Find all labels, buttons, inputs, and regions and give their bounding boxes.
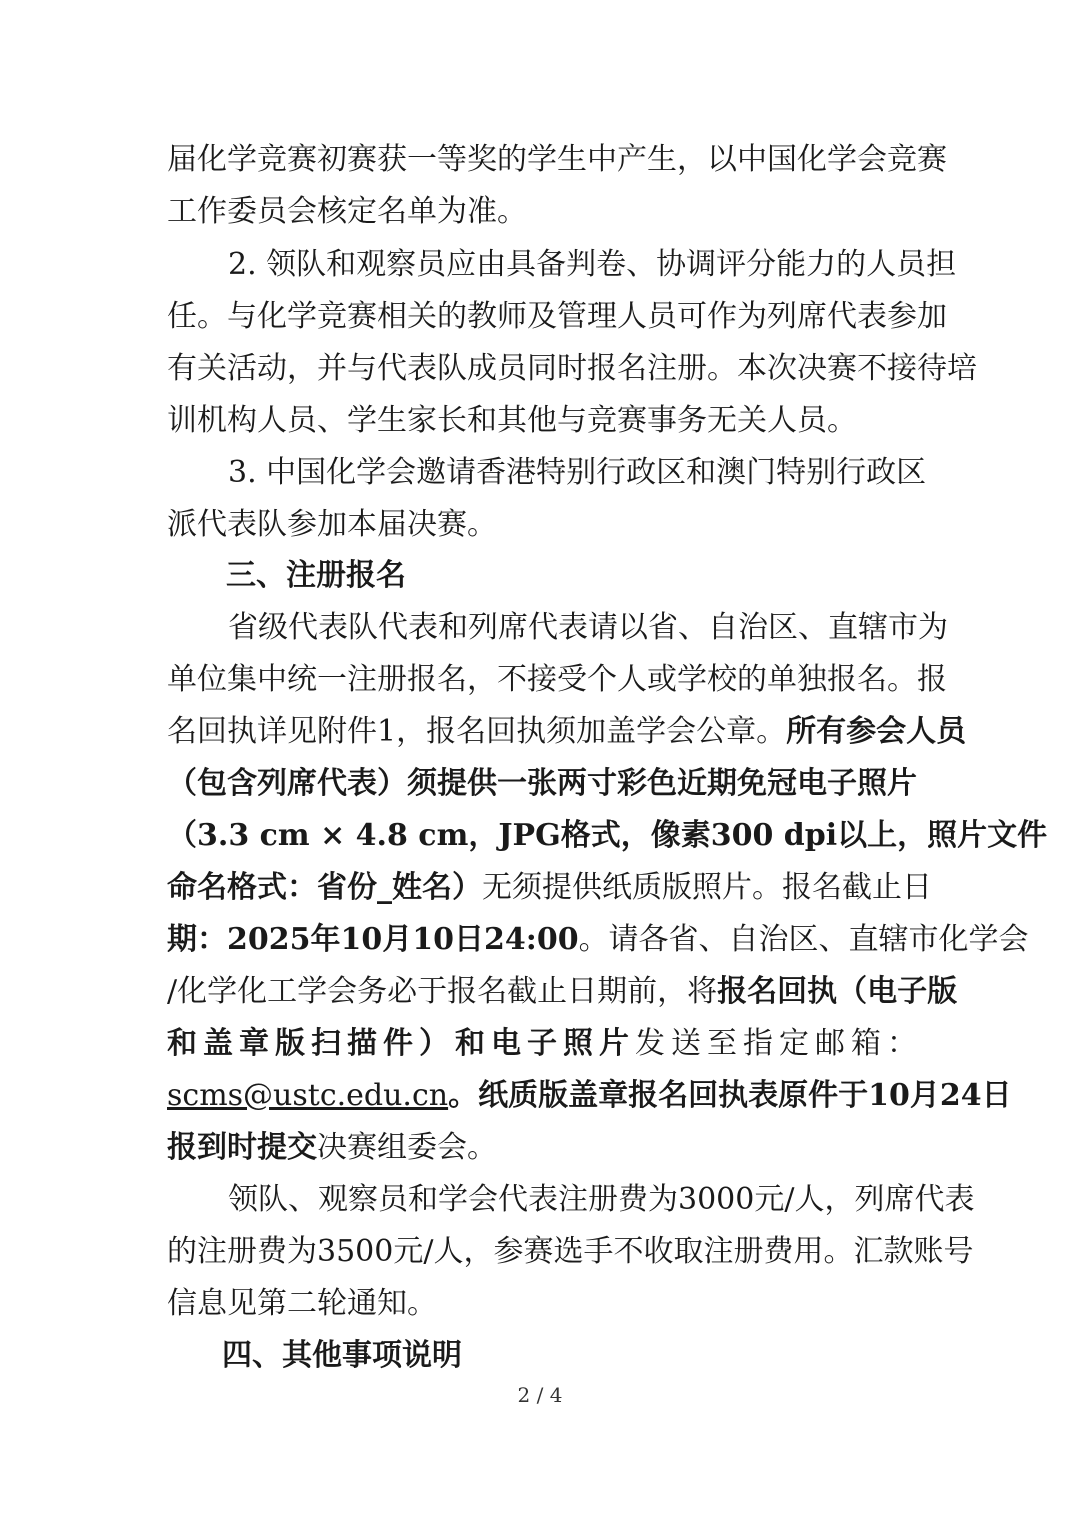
paragraph-line: 信息见第二轮通知。 (167, 1286, 437, 1321)
email-link[interactable]: scms@ustc.edu.cn (167, 1078, 449, 1113)
paragraph-line: 的注册费为3500元/人，参赛选手不收取注册费用。汇款账号 (167, 1234, 974, 1269)
paragraph-line (167, 869, 932, 907)
text-run: 发送至指定邮箱： (635, 1026, 923, 1061)
bold-text-run: 报到时提交 (167, 1130, 317, 1165)
bold-text-run: 报名回执（电子版 (717, 974, 958, 1009)
paragraph-line: 届化学竞赛初赛获一等奖的学生中产生，以中国化学会竞赛 (167, 142, 947, 177)
paragraph-line (167, 1129, 913, 1167)
paragraph-line (167, 1077, 1012, 1115)
paragraph-line (167, 1025, 923, 1063)
text-run: /化学化工学会务必于报名截止日期前，将 (167, 974, 718, 1009)
page-number: 2 / 4 (517, 1383, 563, 1407)
bold-text-run: 所有参会人员 (786, 714, 967, 749)
paragraph-line: 单位集中统一注册报名，不接受个人或学校的单独报名。报 (167, 662, 947, 697)
paragraph-line: 3. 中国化学会邀请香港特别行政区和澳门特别行政区 (228, 455, 927, 490)
paragraph-line: 训机构人员、学生家长和其他与竞赛事务无关人员。 (167, 403, 857, 438)
paragraph-line: 任。与化学竞赛相关的教师及管理人员可作为列席代表参加 (167, 299, 947, 334)
paragraph-line: 工作委员会核定名单为准。 (167, 194, 527, 229)
paragraph-line: 有关活动，并与代表队成员同时报名注册。本次决赛不接待培 (167, 351, 977, 386)
paragraph-line (167, 921, 1029, 959)
paragraph-line: （3.3 cm × 4.8 cm，JPG格式，像素300 dpi以上，照片文件 (167, 818, 1048, 853)
bold-text-run: 期：2025年10月10日24:00 (167, 922, 579, 957)
paragraph-line: 领队、观察员和学会代表注册费为3000元/人，列席代表 (228, 1182, 975, 1217)
text-run: 无须提供纸质版照片。报名截止日 (482, 870, 932, 905)
bold-text-run: 命名格式：省份_姓名） (167, 870, 482, 905)
text-run: 。请各省、自治区、直辖市化学会 (578, 922, 1029, 957)
paragraph-line: 省级代表队代表和列席代表请以省、自治区、直辖市为 (228, 610, 948, 645)
section-heading: 四、其他事项说明 (222, 1338, 462, 1373)
paragraph-line (167, 713, 967, 751)
paragraph-line: 2. 领队和观察员应由具备判卷、协调评分能力的人员担 (228, 247, 957, 282)
paragraph-line (167, 973, 958, 1011)
section-heading: 三、注册报名 (226, 558, 406, 593)
bold-text-run: 和盖章版扫描件）和电子照片 (167, 1026, 635, 1061)
paragraph-line: 派代表队参加本届决赛。 (167, 507, 497, 542)
text-run: 名回执详见附件1，报名回执须加盖学会公章。 (167, 714, 787, 749)
paragraph-line: （包含列席代表）须提供一张两寸彩色近期免冠电子照片 (167, 766, 917, 801)
bold-text-run: 。纸质版盖章报名回执表原件于10月24日 (448, 1078, 1012, 1113)
text-run: 决赛组委会。 (317, 1130, 497, 1165)
